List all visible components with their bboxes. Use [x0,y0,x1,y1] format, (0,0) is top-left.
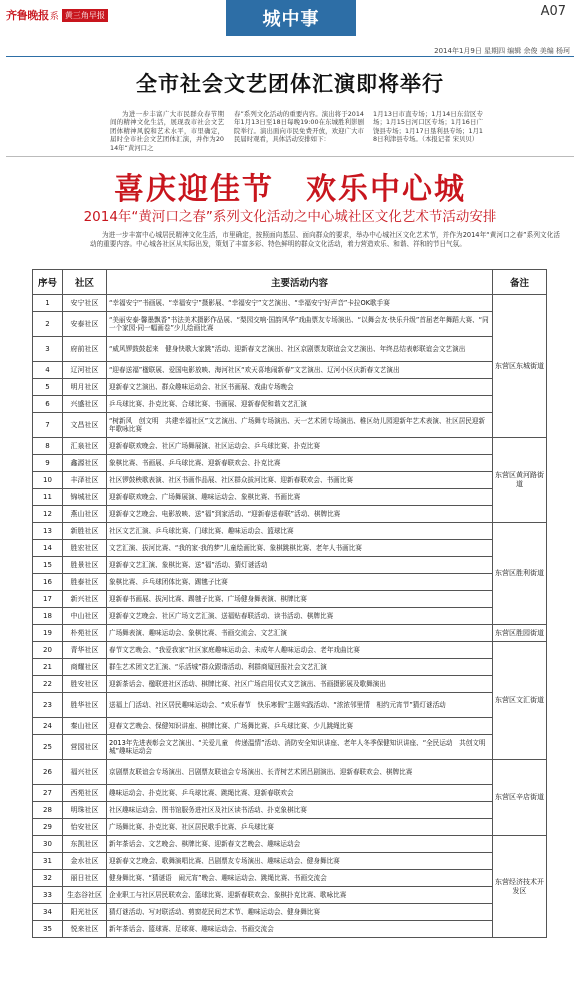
row-index-cell: 32 [33,870,63,887]
row-index-cell: 12 [33,506,63,523]
row-activities-cell: 社区锣鼓秧歌表演、社区书画作品展、社区群众拔河比赛、迎新春联欢会、书画比赛 [107,472,493,489]
table-row [33,396,547,413]
row-index-cell: 33 [33,887,63,904]
row-activities-cell: 迎新春文艺晚会、电影放映、送“福”到家活动、“迎新春送春联”活动、棋牌比赛 [107,506,493,523]
article1-column-2: 春”系列文化活动的重要内容。演出将于2014年1月13日至18日每晚19:00在东城胜利影剧院举行。演出面向市民免费开放，欢迎广大市民届时观看，具体活动安排如下： [234,110,364,144]
row-community-cell: 西苑社区 [63,785,107,802]
row-index-cell: 3 [33,337,63,362]
article2-intro: 为进一步丰富中心城居民精神文化生活，市里确定，按照面向基层、面向群众的要求，举办中心城社区文化艺术节，并作为2014年“黄河口之春”系列文化活动的重要内容。中心城各社区从实际出发，策划了丰富多彩、特色鲜明的群众文化活动，着力营造欢乐、和谐、祥和的节日气氛。 [90,231,560,248]
row-community-cell: 兴盛社区 [63,396,107,413]
row-index-cell: 26 [33,760,63,785]
row-community-cell: 明月社区 [63,379,107,396]
table-row [33,735,547,760]
row-activities-cell: 乒乓球比赛、扑克比赛、合球比赛、书画展、迎新春促和谐文艺汇演 [107,396,493,413]
row-community-cell: 悦来社区 [63,921,107,938]
row-community-cell: 东凯社区 [63,836,107,853]
table-row [33,659,547,676]
table-row [33,802,547,819]
row-index-cell: 14 [33,540,63,557]
row-index-cell: 28 [33,802,63,819]
row-community-cell: 秦山社区 [63,718,107,735]
table-row [33,574,547,591]
row-activities-cell: 象棋比赛、书画展、乒乓球比赛、迎新春联欢会、扑克比赛 [107,455,493,472]
row-activities-cell: 迎新茶话会、楹联进社区活动、棋牌比赛、社区广场启用仪式文艺演出、书画摄影展及歌舞演出 [107,676,493,693]
row-activities-cell: 迎新春文艺汇演、象棋比赛、送“福”活动、猜灯谜活动 [107,557,493,574]
table-row [33,438,547,455]
district-note-cell: 东营区文汇街道 [493,642,547,760]
row-activities-cell: 文艺汇演、拔河比赛、“我的家·我的梦”儿童绘画比赛、象棋跳棋比赛、老年人书画比赛 [107,540,493,557]
table-row [33,312,547,337]
table-row [33,455,547,472]
masthead-logo [6,7,108,23]
row-community-cell: 中山社区 [63,608,107,625]
table-row [33,413,547,438]
row-community-cell: 文昌社区 [63,413,107,438]
row-activities-cell: “威风锣鼓鼓起来 健身快歌大家跳”活动、迎新春文艺演出、社区京剧票友联谊会文艺演出、年终总结表彰联谊会文艺演出 [107,337,493,362]
row-index-cell: 35 [33,921,63,938]
row-community-cell: 胜宏社区 [63,540,107,557]
table-row [33,693,547,718]
district-note-cell: 东营区胜利街道 [493,523,547,625]
row-activities-cell: 猜灯谜活动、写对联活动、剪窗花民间艺术节、趣味运动会、健身舞比赛 [107,904,493,921]
section-title: 城中事 [262,9,320,30]
table-row [33,362,547,379]
table-row [33,853,547,870]
row-community-cell: 胜华社区 [63,693,107,718]
row-activities-cell: 春节文艺晚会、“我爱我家”社区家庭趣味运动会、未成年人趣味运动会、老年戏曲比赛 [107,642,493,659]
row-community-cell: 丰泽社区 [63,472,107,489]
row-activities-cell: 新年茶话会、文艺晚会、棋牌比赛、迎新春文艺晚会、趣味运动会 [107,836,493,853]
row-community-cell: 明珠社区 [63,802,107,819]
row-community-cell: 胜景社区 [63,557,107,574]
row-index-cell: 5 [33,379,63,396]
row-community-cell: 胜泰社区 [63,574,107,591]
row-index-cell: 18 [33,608,63,625]
article1-column-3: 1月13日市直专场；1月14日东营区专场；1月15日河口区专场；1月16日广饶县专场；1月17日垦利县专场；1月18日利津县专场。（本报记者 宋贝贝） [373,110,483,144]
row-index-cell: 16 [33,574,63,591]
row-community-cell: 生态谷社区 [63,887,107,904]
row-community-cell: 丽日社区 [63,870,107,887]
row-index-cell: 21 [33,659,63,676]
table-header-row [33,270,547,295]
article1-column-1: 为进一步丰富广大市民群众春节期间的精神文化生活，展现我市社会文艺团体精神风貌和艺术水平，市里确定，届时全市社会文艺团体汇演，并作为2014年“黄河口之 [110,110,224,152]
sub-paper-badge: 黄三角早报 [62,9,108,22]
article-divider [6,156,574,157]
row-activities-cell: 京剧票友联谊会专场演出、吕剧票友联谊会专场演出、长青树艺术团吕剧演出、迎新春联欢会、棋牌比赛 [107,760,493,785]
table-row [33,591,547,608]
row-community-cell: 安泰社区 [63,312,107,337]
row-index-cell: 23 [33,693,63,718]
table-row [33,540,547,557]
row-activities-cell: “树新风 创文明 共建幸福社区”文艺演出、广场舞专场演出、天一艺术团专场演出、稚区幼儿园迎新年艺术表演、社区居民迎新年歌咏比赛 [107,413,493,438]
table-row [33,337,547,362]
row-community-cell: 胜安社区 [63,676,107,693]
row-community-cell: 府前社区 [63,337,107,362]
table-row [33,676,547,693]
row-activities-cell: 迎新春文艺晚会、歌舞演唱比赛、吕剧票友专场演出、趣味运动会、健身舞比赛 [107,853,493,870]
page-number: A07 [540,4,566,19]
table-row [33,836,547,853]
row-index-cell: 30 [33,836,63,853]
row-community-cell: 营园社区 [63,735,107,760]
row-activities-cell: 趣味运动会、扑克比赛、乒乓球比赛、跳绳比赛、迎新春联欢会 [107,785,493,802]
row-index-cell: 20 [33,642,63,659]
table-row [33,785,547,802]
logo-suffix: 系 [49,11,59,22]
header-cell-note: 备注 [493,270,547,295]
row-index-cell: 9 [33,455,63,472]
table-row [33,523,547,540]
row-index-cell: 11 [33,489,63,506]
row-index-cell: 2 [33,312,63,337]
article1-headline: 全市社会文艺团体汇演即将举行 [136,72,444,96]
table-row [33,625,547,642]
row-activities-cell: 广场舞比赛、扑克比赛、社区居民歌手比赛、乒乓球比赛 [107,819,493,836]
row-activities-cell: 社区文艺汇演、乒乓球比赛、门球比赛、趣味运动会、篮球比赛 [107,523,493,540]
table-row [33,760,547,785]
row-activities-cell: 迎新春文艺晚会、社区广场文艺汇演、送福贴春联活动、读书活动、棋牌比赛 [107,608,493,625]
district-note-cell: 东营经济技术开发区 [493,836,547,938]
row-index-cell: 34 [33,904,63,921]
table-row [33,718,547,735]
row-activities-cell: 迎春文艺晚会、保健知识讲座、棋牌比赛、广场舞比赛、乒乓球比赛、少儿跳绳比赛 [107,718,493,735]
section-tab [226,0,356,36]
table-row [33,887,547,904]
row-community-cell: 鑫源社区 [63,455,107,472]
table-row [33,295,547,312]
row-community-cell: 辽河社区 [63,362,107,379]
table-row [33,819,547,836]
row-community-cell: 燕山社区 [63,506,107,523]
row-activities-cell: “迎春送福”楹联展、爱国电影放映、海河社区“欢天喜地闹新春”文艺演出、辽河小区庆新春文艺演出 [107,362,493,379]
row-activities-cell: 广场舞表演、趣味运动会、象棋比赛、书画交流会、文艺汇演 [107,625,493,642]
row-community-cell: 朴苑社区 [63,625,107,642]
row-index-cell: 27 [33,785,63,802]
header-divider [6,56,574,57]
table-row [33,557,547,574]
row-community-cell: 新兴社区 [63,591,107,608]
row-index-cell: 1 [33,295,63,312]
article2-headline: 喜庆迎佳节 欢乐中心城 [114,172,466,207]
row-index-cell: 4 [33,362,63,379]
table-row [33,608,547,625]
row-index-cell: 29 [33,819,63,836]
header-cell-community: 社区 [63,270,107,295]
row-index-cell: 22 [33,676,63,693]
logo-text: 齐鲁晚报 [6,9,49,22]
row-community-cell: 金水社区 [63,853,107,870]
header-cell-index: 序号 [33,270,63,295]
row-activities-cell: 送福上门活动、社区居民趣味运动会、“欢乐春节 快乐寒假”主题实践活动、“浓浓邻里情 相约元宵节”猜灯谜活动 [107,693,493,718]
date-editor-line: 2014年1月9日 星期四 编辑 余俊 美编 杨珂 [434,47,570,55]
row-index-cell: 15 [33,557,63,574]
row-community-cell: 福兴社区 [63,760,107,785]
row-activities-cell: 象棋比赛、乒乓球团体比赛、踢毽子比赛 [107,574,493,591]
table-row [33,506,547,523]
row-index-cell: 7 [33,413,63,438]
row-community-cell: 青华社区 [63,642,107,659]
table-row [33,379,547,396]
row-community-cell: 商耀社区 [63,659,107,676]
row-activities-cell: 社区趣味运动会、图书馆服务进社区及社区读书活动、扑克象棋比赛 [107,802,493,819]
row-activities-cell: 迎新春联欢晚会、广场舞展演、趣味运动会、象棋比赛、书画比赛 [107,489,493,506]
row-index-cell: 8 [33,438,63,455]
row-community-cell: 汇泉社区 [63,438,107,455]
district-note-cell: 东营区胜园街道 [493,625,547,642]
row-index-cell: 6 [33,396,63,413]
row-activities-cell: 迎新春联欢晚会、社区广场舞展演、社区运动会、乒乓球比赛、扑克比赛 [107,438,493,455]
table-row [33,489,547,506]
row-community-cell: 怡安社区 [63,819,107,836]
row-activities-cell: 企业职工与社区居民联欢会、篮球比赛、迎新春联欢会、象棋扑克比赛、歌咏比赛 [107,887,493,904]
table-row [33,870,547,887]
header-cell-activities: 主要活动内容 [107,270,493,295]
activity-schedule-table [32,269,547,938]
row-community-cell: 安宁社区 [63,295,107,312]
district-note-cell: 东营区黄河路街道 [493,438,547,523]
row-activities-cell: 迎新春文艺演出、群众趣味运动会、社区书画展、戏曲专场晚会 [107,379,493,396]
row-activities-cell: 2013年先进表彰会文艺演出、“关爱儿童 传递温情”活动、消防安全知识讲座、老年人冬季保健知识讲座、“全民运动 共创文明城”趣味运动会 [107,735,493,760]
row-index-cell: 10 [33,472,63,489]
row-activities-cell: “幸福安宁”书画展、“幸福安宁”摄影展、“幸福安宁”文艺演出、“幸福安宁好声音”卡拉OK歌手赛 [107,295,493,312]
row-community-cell: 新胜社区 [63,523,107,540]
row-activities-cell: “美丽安泰·馨墨飘香”书法美术摄影作品展、“梨园交响·国韵风华”戏曲票友专场演出、“以舞会友·快乐升级”首届老年舞蹈大赛、“同一个家园·同一幅画卷”少儿绘画比赛 [107,312,493,337]
row-community-cell: 锦城社区 [63,489,107,506]
district-note-cell: 东营区辛店街道 [493,760,547,836]
table-row [33,921,547,938]
table-row [33,904,547,921]
row-index-cell: 17 [33,591,63,608]
row-activities-cell: 迎新春书画展、拔河比赛、踢毽子比赛、广场健身舞表演、棋牌比赛 [107,591,493,608]
table-body [33,295,547,938]
row-index-cell: 19 [33,625,63,642]
table-row [33,642,547,659]
row-index-cell: 31 [33,853,63,870]
row-community-cell: 阳光社区 [63,904,107,921]
table-row [33,472,547,489]
row-activities-cell: 群生艺术团文艺汇演、“乐活城”群众跟谐活动、利群商厦回报社会文艺汇演 [107,659,493,676]
row-index-cell: 13 [33,523,63,540]
article2-subtitle: 2014年“黄河口之春”系列文化活动之中心城社区文化艺术节活动安排 [83,209,497,225]
row-index-cell: 24 [33,718,63,735]
district-note-cell: 东营区东城街道 [493,295,547,438]
row-index-cell: 25 [33,735,63,760]
row-activities-cell: 健身舞比赛、“猜谜语 闹元宵”晚会、趣味运动会、跳绳比赛、书画交流会 [107,870,493,887]
row-activities-cell: 新年茶话会、篮球赛、足球赛、趣味运动会、书画交流会 [107,921,493,938]
